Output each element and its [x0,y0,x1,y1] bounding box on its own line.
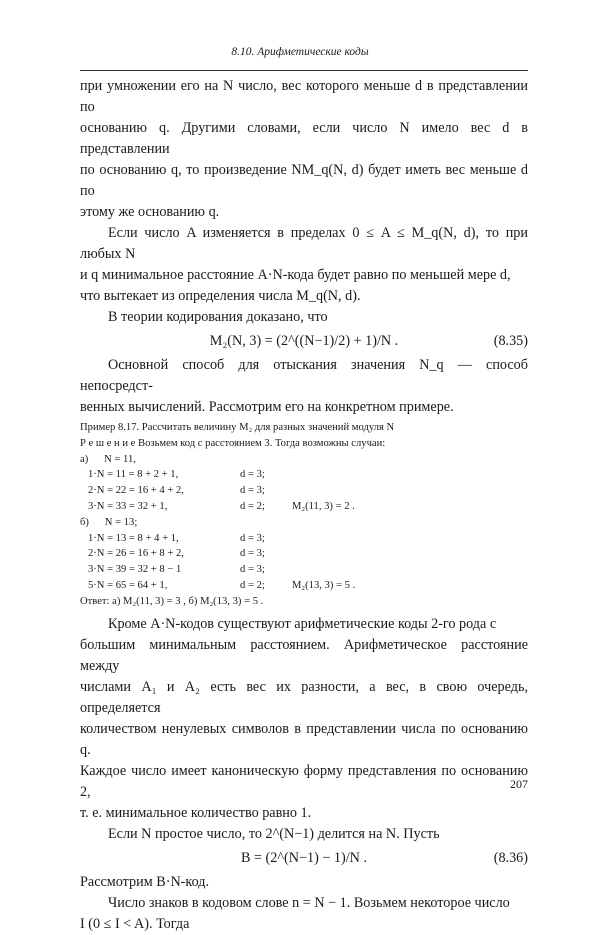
paragraph: В теории кодирования доказано, что [108,309,328,325]
example-cell: d = 3; [240,564,265,576]
example-cell: 2·N = 22 = 16 + 4 + 2, [80,485,184,497]
example-row [80,499,528,515]
example-cell: 3·N = 33 = 32 + 1, [80,500,168,512]
paragraph: Рассмотрим B·N-код. [80,873,210,890]
text-line: по основанию q, то произведение NM_q(N, d) будет иметь вес меньше d по [80,162,528,199]
text-line: Если число A изменяется в пределах 0 ≤ A ≤ M_q(N, d), то при любых N [80,225,528,262]
equation-8-36 [80,845,528,872]
equation-number: (8.35) [493,333,528,349]
text-line: Кроме A·N-кодов существуют арифметические коды 2-го рода с [108,615,497,632]
example-title: Пример 8.17. Рассчитать величину M₂ для разных значений модуля N [80,422,395,433]
text-line: числами A₁ и A₂ есть вес их разности, а вес, в свою очередь, определяется [80,678,528,716]
running-header: 8.10. Арифметические коды [231,46,369,58]
text-line: Число знаков в кодовом слове n = N − 1. Возьмем некоторое число [108,894,510,911]
example-solution: Р е ш е н и е Возьмем код с расстоянием 3. Тогда возможны случаи: [80,437,386,449]
equation-formula: B = (2^(N−1) − 1)/N . [240,849,368,866]
example-cell: M₂(13, 3) = 5 . [292,579,356,591]
text-line: Каждое число имеет каноническую форму представления по основанию 2, [80,762,528,800]
example-row [80,578,528,594]
equation-formula: M₂(N, 3) = (2^((N−1)/2) + 1)/N . [209,333,399,349]
example-cell: d = 2; [240,500,265,512]
text-line: Основной способ для отыскания значения N_q — способ непосредст- [80,357,528,394]
example-cell: 2·N = 26 = 16 + 8 + 2, [80,548,184,560]
example-cell: d = 2; [240,579,265,591]
text-line: количеством ненулевых символов в представлении числа по основанию q. [80,720,528,758]
paragraph [80,223,528,307]
text-line: этому же основанию q. [80,204,220,220]
paragraph: Если N простое число, то 2^(N−1) делится на N. Пусть [108,825,440,842]
paragraph [80,893,528,935]
text-line: большим минимальным расстоянием. Арифметическое расстояние между [80,636,528,674]
example-cell: 1·N = 13 = 8 + 4 + 1, [80,532,179,544]
page-body [80,76,528,935]
example-cell: M₂(11, 3) = 2 . [292,500,355,512]
page-number: 207 [510,777,528,791]
paragraph [80,355,528,418]
text-line: и q минимальное расстояние A·N-кода будет равно по меньшей мере d, [80,267,511,283]
header-rule [80,70,528,71]
paragraph [80,614,528,824]
example-cell: 1·N = 11 = 8 + 2 + 1, [80,469,179,481]
example-cell: d = 3; [240,469,265,481]
example-row [80,546,528,562]
text-line: венных вычислений. Рассмотрим его на конкретном примере. [80,399,454,415]
example-cell: d = 3; [240,548,265,560]
text-line: основанию q. Другими словами, если число N имело вес d в представлении [80,120,528,157]
example-row [80,562,528,578]
example-rows [80,452,528,594]
equation-number: (8.36) [493,849,528,866]
text-line: при умножении его на N число, вес которого меньше d в представлении по [80,78,528,115]
example-row [80,452,528,468]
text-line: что вытекает из определения числа M_q(N, d). [80,288,361,304]
example-block [80,420,528,610]
example-row [80,467,528,483]
example-cell: d = 3; [240,532,265,544]
example-cell: d = 3; [240,485,265,497]
example-answer: Ответ: а) M₂(11, 3) = 3 , б) M₂(13, 3) = 5 . [80,595,264,607]
example-cell: 5·N = 65 = 64 + 1, [80,579,168,591]
equation-8-35 [80,328,528,355]
text-line: т. е. минимальное количество равно 1. [80,804,312,821]
example-cell: 3·N = 39 = 32 + 8 − 1 [80,564,182,576]
example-row [80,531,528,547]
text-line: I (0 ≤ I < A). Тогда [80,915,190,932]
example-cell: б) N = 13; [80,516,138,528]
example-row [80,483,528,499]
example-row [80,515,528,531]
paragraph-continued [80,76,528,223]
example-cell: а) N = 11, [80,453,136,465]
